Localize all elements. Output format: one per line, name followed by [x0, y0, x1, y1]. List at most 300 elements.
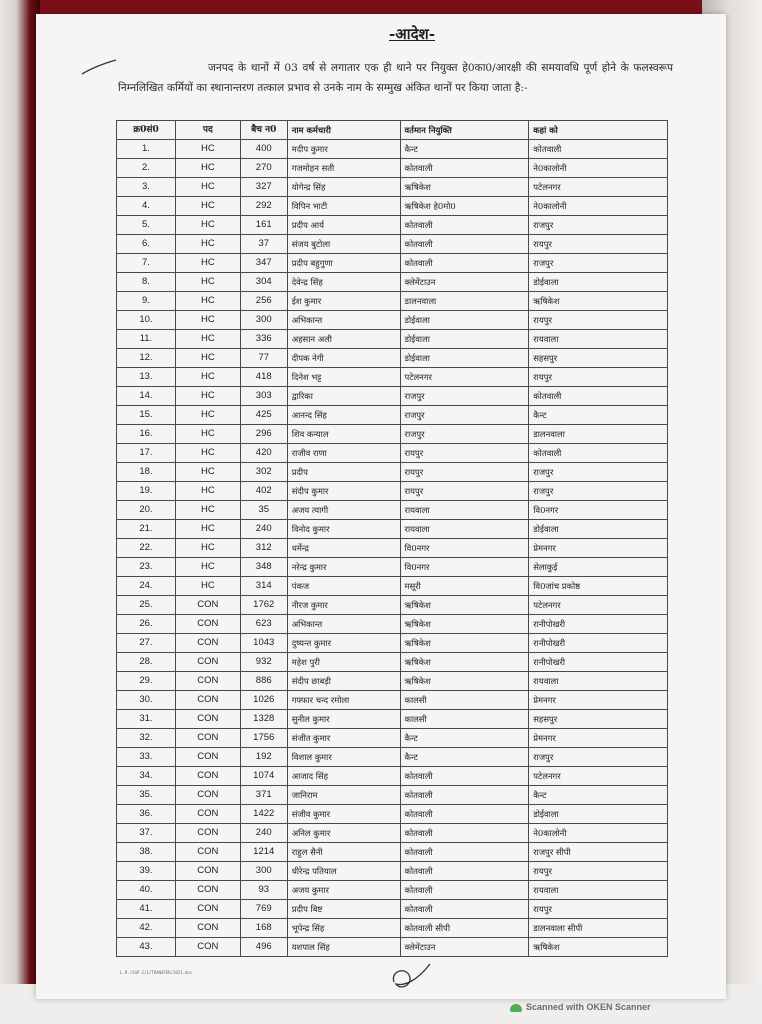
- cell-post: HC: [175, 330, 240, 349]
- table-row: [117, 501, 668, 520]
- cell-employee-name: अहसान अली: [287, 330, 400, 349]
- cell-serial: 3.: [117, 178, 176, 197]
- cell-transfer-to: वि0नगर: [529, 501, 668, 520]
- cell-serial: 18.: [117, 463, 176, 482]
- cell-employee-name: महेश पुरी: [287, 653, 400, 672]
- cell-employee-name: संजीव कुमार: [287, 805, 400, 824]
- cell-badge-number: 418: [240, 368, 287, 387]
- cell-current-posting: कोतवाली: [400, 881, 529, 900]
- cell-current-posting: राजपुर: [400, 425, 529, 444]
- cell-employee-name: अभिकान्त: [287, 311, 400, 330]
- cell-current-posting: डोईवाला: [400, 349, 529, 368]
- cell-employee-name: जानिराम: [287, 786, 400, 805]
- cell-transfer-to: रायपुर: [529, 862, 668, 881]
- document-title: -आदेश-: [389, 25, 435, 43]
- cell-employee-name: आनन्द सिंह: [287, 406, 400, 425]
- cell-post: CON: [175, 919, 240, 938]
- cell-employee-name: प्रदीप बिष्ट: [287, 900, 400, 919]
- cell-serial: 32.: [117, 729, 176, 748]
- cell-badge-number: 336: [240, 330, 287, 349]
- cell-serial: 10.: [117, 311, 176, 330]
- cell-badge-number: 400: [240, 140, 287, 159]
- table-row: [117, 159, 668, 178]
- cell-employee-name: राजीव राणा: [287, 444, 400, 463]
- cell-serial: 2.: [117, 159, 176, 178]
- cell-current-posting: रायपुर: [400, 463, 529, 482]
- cell-transfer-to: ने0कालोनी: [529, 824, 668, 843]
- cell-current-posting: क्लेमेंटाउन: [400, 273, 529, 292]
- cell-employee-name: गफ्फार चन्द रमोला: [287, 691, 400, 710]
- cell-employee-name: सुनील कुमार: [287, 710, 400, 729]
- cell-employee-name: पंकज: [287, 577, 400, 596]
- cell-serial: 8.: [117, 273, 176, 292]
- table-row: [117, 520, 668, 539]
- cell-transfer-to: वि0जांच प्रकोष्ठ: [529, 577, 668, 596]
- cell-serial: 22.: [117, 539, 176, 558]
- cell-current-posting: पटेलनगर: [400, 368, 529, 387]
- cell-badge-number: 240: [240, 520, 287, 539]
- cell-transfer-to: पटेलनगर: [529, 767, 668, 786]
- cell-post: CON: [175, 710, 240, 729]
- cell-current-posting: ऋषिकेश: [400, 615, 529, 634]
- cell-serial: 1.: [117, 140, 176, 159]
- cell-post: HC: [175, 501, 240, 520]
- cell-employee-name: प्रदीप आर्य: [287, 216, 400, 235]
- table-row: [117, 349, 668, 368]
- cell-employee-name: दीपक नेगी: [287, 349, 400, 368]
- cell-transfer-to: प्रेमनगर: [529, 729, 668, 748]
- cell-serial: 4.: [117, 197, 176, 216]
- table-row: [117, 786, 668, 805]
- cell-employee-name: धर्मेन्द्र: [287, 539, 400, 558]
- cell-transfer-to: प्रेमनगर: [529, 691, 668, 710]
- cell-transfer-to: रायपुर: [529, 235, 668, 254]
- cell-serial: 36.: [117, 805, 176, 824]
- cell-post: HC: [175, 425, 240, 444]
- cell-transfer-to: प्रेमनगर: [529, 539, 668, 558]
- cell-serial: 21.: [117, 520, 176, 539]
- cell-badge-number: 932: [240, 653, 287, 672]
- cell-post: CON: [175, 596, 240, 615]
- cell-transfer-to: ने0कालोनी: [529, 159, 668, 178]
- cell-post: CON: [175, 805, 240, 824]
- table-row: [117, 653, 668, 672]
- cell-transfer-to: पटेलनगर: [529, 596, 668, 615]
- table-row: [117, 938, 668, 957]
- table-row: [117, 463, 668, 482]
- cell-badge-number: 161: [240, 216, 287, 235]
- cell-post: HC: [175, 273, 240, 292]
- cell-current-posting: कोतवाली: [400, 767, 529, 786]
- cell-post: CON: [175, 748, 240, 767]
- cell-badge-number: 402: [240, 482, 287, 501]
- cell-transfer-to: रायपुर: [529, 900, 668, 919]
- cell-transfer-to: राजपुर सीपी: [529, 843, 668, 862]
- cell-current-posting: ऋषिकेश: [400, 653, 529, 672]
- table-row: [117, 330, 668, 349]
- cell-employee-name: ईश कुमार: [287, 292, 400, 311]
- cell-badge-number: 623: [240, 615, 287, 634]
- cell-post: HC: [175, 539, 240, 558]
- cell-current-posting: कोतवाली: [400, 843, 529, 862]
- cell-transfer-to: कोतवाली: [529, 444, 668, 463]
- cell-badge-number: 93: [240, 881, 287, 900]
- cell-serial: 34.: [117, 767, 176, 786]
- cell-post: HC: [175, 349, 240, 368]
- table-row: [117, 292, 668, 311]
- table-row: [117, 881, 668, 900]
- table-row: [117, 767, 668, 786]
- cell-post: CON: [175, 767, 240, 786]
- table-row: [117, 425, 668, 444]
- cell-employee-name: विनोद कुमार: [287, 520, 400, 539]
- table-row: [117, 311, 668, 330]
- cell-serial: 20.: [117, 501, 176, 520]
- cell-transfer-to: ऋषिकेश: [529, 292, 668, 311]
- cell-badge-number: 304: [240, 273, 287, 292]
- cell-employee-name: अनिल कुमार: [287, 824, 400, 843]
- table-row: [117, 710, 668, 729]
- cell-post: CON: [175, 729, 240, 748]
- cell-transfer-to: डोईवाला: [529, 805, 668, 824]
- cell-current-posting: क्लेमेंटाउन: [400, 938, 529, 957]
- table-row: [117, 273, 668, 292]
- cell-badge-number: 270: [240, 159, 287, 178]
- cell-transfer-to: रानीपोखरी: [529, 615, 668, 634]
- cell-employee-name: अभिकान्त: [287, 615, 400, 634]
- cell-current-posting: राजपुर: [400, 387, 529, 406]
- cell-current-posting: कोतवाली: [400, 786, 529, 805]
- cell-post: HC: [175, 520, 240, 539]
- table-row: [117, 577, 668, 596]
- cell-current-posting: कोतवाली: [400, 805, 529, 824]
- cell-transfer-to: राजपुर: [529, 748, 668, 767]
- cell-current-posting: कोतवाली सीपी: [400, 919, 529, 938]
- table-header-row: [117, 121, 668, 140]
- cell-badge-number: 1328: [240, 710, 287, 729]
- cell-employee-name: देवेन्द्र सिंह: [287, 273, 400, 292]
- cell-employee-name: शिव कन्याल: [287, 425, 400, 444]
- cell-serial: 25.: [117, 596, 176, 615]
- cell-transfer-to: रायवाला: [529, 672, 668, 691]
- header-post: पद: [175, 121, 240, 140]
- table-row: [117, 406, 668, 425]
- cell-serial: 41.: [117, 900, 176, 919]
- cell-employee-name: प्रदीप: [287, 463, 400, 482]
- cell-badge-number: 35: [240, 501, 287, 520]
- table-row: [117, 634, 668, 653]
- cell-current-posting: मसूरी: [400, 577, 529, 596]
- cell-current-posting: रायवाला: [400, 501, 529, 520]
- cell-badge-number: 1074: [240, 767, 287, 786]
- cell-post: CON: [175, 691, 240, 710]
- footer-file-code: L.R./SSP-2/1/TRANSFER/2021.doc: [120, 970, 193, 975]
- cell-employee-name: योगेन्द्र सिंह: [287, 178, 400, 197]
- cell-transfer-to: रायपुर: [529, 311, 668, 330]
- cell-serial: 23.: [117, 558, 176, 577]
- cell-employee-name: संजय बुटोला: [287, 235, 400, 254]
- cell-transfer-to: राजपुर: [529, 463, 668, 482]
- cell-serial: 24.: [117, 577, 176, 596]
- cell-badge-number: 292: [240, 197, 287, 216]
- cell-badge-number: 296: [240, 425, 287, 444]
- cell-employee-name: विपिन भाटी: [287, 197, 400, 216]
- cell-serial: 43.: [117, 938, 176, 957]
- table-row: [117, 919, 668, 938]
- cell-transfer-to: डालनवाला सीपी: [529, 919, 668, 938]
- cell-badge-number: 256: [240, 292, 287, 311]
- cell-post: CON: [175, 672, 240, 691]
- table-row: [117, 805, 668, 824]
- cell-serial: 30.: [117, 691, 176, 710]
- cell-post: HC: [175, 444, 240, 463]
- cell-serial: 16.: [117, 425, 176, 444]
- cell-badge-number: 240: [240, 824, 287, 843]
- cell-current-posting: कोतवाली: [400, 254, 529, 273]
- cell-badge-number: 168: [240, 919, 287, 938]
- cell-serial: 5.: [117, 216, 176, 235]
- background-left-edge: [0, 0, 40, 1024]
- cell-post: HC: [175, 254, 240, 273]
- cell-employee-name: यशपाल सिंह: [287, 938, 400, 957]
- cell-serial: 42.: [117, 919, 176, 938]
- cell-current-posting: कैन्ट: [400, 748, 529, 767]
- signature-mark: [386, 960, 436, 994]
- cell-post: CON: [175, 938, 240, 957]
- table-row: [117, 178, 668, 197]
- cell-badge-number: 1214: [240, 843, 287, 862]
- cell-current-posting: डोईवाला: [400, 330, 529, 349]
- cell-current-posting: कोतवाली: [400, 900, 529, 919]
- pen-mark-icon: [80, 58, 120, 76]
- cell-badge-number: 420: [240, 444, 287, 463]
- cell-serial: 33.: [117, 748, 176, 767]
- cell-post: HC: [175, 292, 240, 311]
- transfer-table: [116, 120, 668, 957]
- table-row: [117, 862, 668, 881]
- cell-serial: 6.: [117, 235, 176, 254]
- cell-transfer-to: रानीपोखरी: [529, 634, 668, 653]
- cell-serial: 28.: [117, 653, 176, 672]
- cell-transfer-to: कोतवाली: [529, 387, 668, 406]
- table-row: [117, 558, 668, 577]
- cell-badge-number: 37: [240, 235, 287, 254]
- cell-badge-number: 347: [240, 254, 287, 273]
- cell-employee-name: द्वारिका: [287, 387, 400, 406]
- table-body: [117, 140, 668, 957]
- cell-badge-number: 1422: [240, 805, 287, 824]
- cell-serial: 14.: [117, 387, 176, 406]
- cell-badge-number: 302: [240, 463, 287, 482]
- cell-post: CON: [175, 634, 240, 653]
- table-row: [117, 843, 668, 862]
- table-row: [117, 539, 668, 558]
- cell-post: HC: [175, 235, 240, 254]
- cell-post: HC: [175, 406, 240, 425]
- cell-current-posting: ऋषिकेश: [400, 634, 529, 653]
- cell-post: HC: [175, 558, 240, 577]
- cell-post: HC: [175, 311, 240, 330]
- cell-current-posting: रायपुर: [400, 482, 529, 501]
- table-row: [117, 748, 668, 767]
- cell-badge-number: 300: [240, 311, 287, 330]
- table-row: [117, 596, 668, 615]
- cell-employee-name: भूपेन्द्र सिंह: [287, 919, 400, 938]
- cell-current-posting: वि0नगर: [400, 558, 529, 577]
- cell-current-posting: कैन्ट: [400, 729, 529, 748]
- cell-serial: 26.: [117, 615, 176, 634]
- cell-post: CON: [175, 843, 240, 862]
- watermark-text: Scanned with OKEN Scanner: [526, 1002, 651, 1012]
- cell-current-posting: कोतवाली: [400, 824, 529, 843]
- cell-post: CON: [175, 881, 240, 900]
- cell-current-posting: ऋषिकेश हे0मो0: [400, 197, 529, 216]
- scanner-watermark: [510, 1002, 651, 1012]
- cell-employee-name: नीरज कुमार: [287, 596, 400, 615]
- cell-employee-name: अजय कुमार: [287, 881, 400, 900]
- table-row: [117, 824, 668, 843]
- cell-serial: 15.: [117, 406, 176, 425]
- cell-badge-number: 425: [240, 406, 287, 425]
- cell-current-posting: वि0नगर: [400, 539, 529, 558]
- cell-badge-number: 496: [240, 938, 287, 957]
- cell-badge-number: 1043: [240, 634, 287, 653]
- cell-post: HC: [175, 197, 240, 216]
- cell-transfer-to: रायवाला: [529, 330, 668, 349]
- cell-serial: 17.: [117, 444, 176, 463]
- cell-transfer-to: डालनवाला: [529, 425, 668, 444]
- cell-serial: 31.: [117, 710, 176, 729]
- table-row: [117, 691, 668, 710]
- header-current-posting: वर्तमान नियुक्ति: [400, 121, 529, 140]
- header-employee-name: नाम कर्मचारी: [287, 121, 400, 140]
- cell-post: HC: [175, 368, 240, 387]
- cell-current-posting: कोतवाली: [400, 862, 529, 881]
- cell-employee-name: मदीप कुमार: [287, 140, 400, 159]
- cell-post: HC: [175, 159, 240, 178]
- cell-serial: 7.: [117, 254, 176, 273]
- cell-employee-name: प्रदीप बहुगुणा: [287, 254, 400, 273]
- cell-transfer-to: रायपुर: [529, 368, 668, 387]
- cell-post: CON: [175, 900, 240, 919]
- header-badge-number: बैच न0: [240, 121, 287, 140]
- cell-serial: 27.: [117, 634, 176, 653]
- table-row: [117, 672, 668, 691]
- table-row: [117, 216, 668, 235]
- cell-transfer-to: ने0कालोनी: [529, 197, 668, 216]
- cell-employee-name: नरेन्द्र कुमार: [287, 558, 400, 577]
- table-row: [117, 729, 668, 748]
- cell-post: CON: [175, 786, 240, 805]
- cell-badge-number: 769: [240, 900, 287, 919]
- cell-current-posting: कालसी: [400, 710, 529, 729]
- cell-transfer-to: रानीपोखरी: [529, 653, 668, 672]
- cell-serial: 38.: [117, 843, 176, 862]
- cell-employee-name: संदीप छाबड़ी: [287, 672, 400, 691]
- cell-post: HC: [175, 387, 240, 406]
- cell-badge-number: 327: [240, 178, 287, 197]
- cell-post: HC: [175, 178, 240, 197]
- cell-post: CON: [175, 615, 240, 634]
- cell-transfer-to: डोईवाला: [529, 273, 668, 292]
- cell-serial: 37.: [117, 824, 176, 843]
- table-row: [117, 482, 668, 501]
- cell-transfer-to: राजपुर: [529, 482, 668, 501]
- cell-employee-name: विशाल कुमार: [287, 748, 400, 767]
- cell-post: HC: [175, 577, 240, 596]
- cell-current-posting: डालनवाला: [400, 292, 529, 311]
- cell-serial: 35.: [117, 786, 176, 805]
- cell-badge-number: 1756: [240, 729, 287, 748]
- table-row: [117, 140, 668, 159]
- cell-current-posting: रायवाला: [400, 520, 529, 539]
- cell-current-posting: ऋषिकेश: [400, 596, 529, 615]
- cell-current-posting: रायपुर: [400, 444, 529, 463]
- cell-serial: 19.: [117, 482, 176, 501]
- table-row: [117, 197, 668, 216]
- cell-current-posting: कालसी: [400, 691, 529, 710]
- cell-serial: 29.: [117, 672, 176, 691]
- cell-transfer-to: सहसपुर: [529, 710, 668, 729]
- cell-badge-number: 1026: [240, 691, 287, 710]
- table-row: [117, 387, 668, 406]
- cell-badge-number: 371: [240, 786, 287, 805]
- table-row: [117, 615, 668, 634]
- cell-post: HC: [175, 482, 240, 501]
- cell-employee-name: धीरेन्द्र पतियाल: [287, 862, 400, 881]
- header-serial: क्र0सं0: [117, 121, 176, 140]
- cell-current-posting: डोईवाला: [400, 311, 529, 330]
- cell-post: CON: [175, 824, 240, 843]
- cell-serial: 12.: [117, 349, 176, 368]
- cell-employee-name: दुष्यन्त कुमार: [287, 634, 400, 653]
- cell-employee-name: गजमोहन सती: [287, 159, 400, 178]
- cell-current-posting: ऋषिकेश: [400, 672, 529, 691]
- cell-post: HC: [175, 140, 240, 159]
- cell-employee-name: राहुल सैनी: [287, 843, 400, 862]
- table-row: [117, 444, 668, 463]
- table-row: [117, 368, 668, 387]
- cell-badge-number: 77: [240, 349, 287, 368]
- table-row: [117, 235, 668, 254]
- order-intro-text: जनपद के थानों में 03 वर्ष से लगातार एक ही थाने पर नियुक्त हे0का0/आरक्षी की समयावधि पूर्ण होने के फलस्वरूप निम्नलिखित कर्मियों का स्थानान्तरण तत्काल प्रभाव से उनके नाम के सम्मुख अंकित थानों पर किया जाता है:-: [118, 62, 673, 94]
- cell-post: CON: [175, 653, 240, 672]
- cell-serial: 11.: [117, 330, 176, 349]
- cell-badge-number: 312: [240, 539, 287, 558]
- cell-transfer-to: डोईवाला: [529, 520, 668, 539]
- cell-badge-number: 300: [240, 862, 287, 881]
- cell-employee-name: आजाद सिंह: [287, 767, 400, 786]
- cell-transfer-to: रायवाला: [529, 881, 668, 900]
- cell-transfer-to: राजपुर: [529, 254, 668, 273]
- table-row: [117, 254, 668, 273]
- cell-employee-name: दिनेश भट्ट: [287, 368, 400, 387]
- cell-transfer-to: सेलाकुई: [529, 558, 668, 577]
- cell-serial: 13.: [117, 368, 176, 387]
- scanner-logo-icon: [510, 1004, 522, 1012]
- cell-post: CON: [175, 862, 240, 881]
- cell-badge-number: 192: [240, 748, 287, 767]
- cell-serial: 9.: [117, 292, 176, 311]
- cell-transfer-to: सहसपुर: [529, 349, 668, 368]
- cell-transfer-to: पटेलनगर: [529, 178, 668, 197]
- cell-current-posting: कोतवाली: [400, 159, 529, 178]
- cell-transfer-to: कोतवाली: [529, 140, 668, 159]
- cell-transfer-to: कैन्ट: [529, 406, 668, 425]
- cell-badge-number: 314: [240, 577, 287, 596]
- cell-badge-number: 303: [240, 387, 287, 406]
- cell-serial: 39.: [117, 862, 176, 881]
